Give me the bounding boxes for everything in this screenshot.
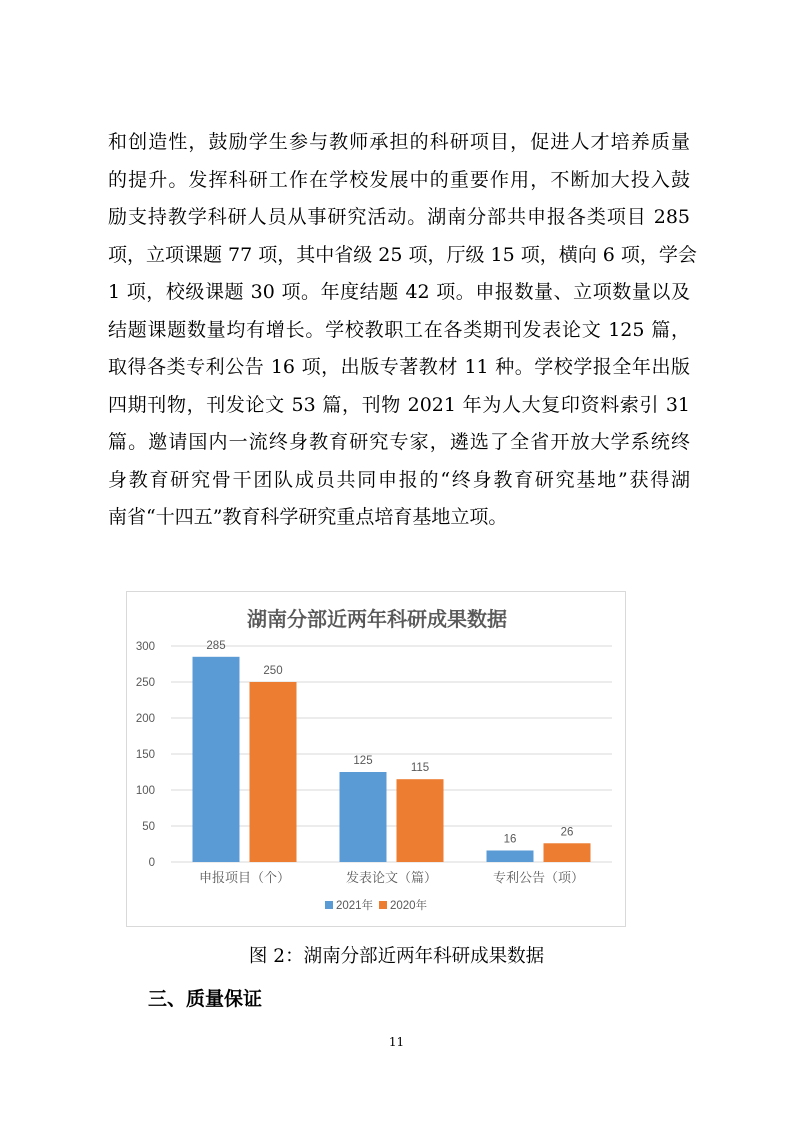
data-label: 285 <box>206 639 226 652</box>
paragraph-line: 篇。邀请国内一流终身教育研究专家，遴选了全省开放大学系统终 <box>108 431 690 453</box>
bar <box>397 779 444 862</box>
y-tick-label: 50 <box>142 821 155 833</box>
paragraph-line: 身教育研究骨干团队成员共同申报的“终身教育研究基地”获得湖 <box>108 468 690 491</box>
bar <box>193 657 240 862</box>
y-tick-label: 300 <box>135 641 155 653</box>
bars <box>193 657 591 862</box>
paragraph-line: 四期刊物，刊发论文 53 篇，刊物 2021 年为人大复印资料索引 31 <box>108 393 690 416</box>
data-label: 250 <box>263 665 283 677</box>
legend-label: 2021年 <box>336 900 374 912</box>
paragraph-line: 励支持教学科研人员从事研究活动。湖南分部共申报各类项目 285 <box>108 206 690 228</box>
data-label: 26 <box>560 826 574 839</box>
paragraph-line: 1 项，校级课题 30 项。年度结题 42 项。申报数量、立项数量以及 <box>108 281 690 303</box>
y-tick-label: 100 <box>135 785 155 797</box>
x-tick-label: 专利公告（项） <box>492 870 585 885</box>
data-label: 16 <box>503 833 517 846</box>
bar-chart-canvas <box>127 592 627 928</box>
bar <box>487 850 534 862</box>
chart-title: 湖南分部近两年科研成果数据 <box>247 609 507 631</box>
y-tick-label: 200 <box>135 713 155 725</box>
bar <box>340 772 387 862</box>
x-axis-ticks <box>199 870 584 885</box>
paragraph-line: 取得各类专利公告 16 项，出版专著教材 11 种。学校学报全年出版 <box>108 356 690 378</box>
bar <box>250 682 297 862</box>
legend <box>325 898 428 912</box>
x-tick-label: 发表论文（篇） <box>345 870 438 885</box>
x-tick-label: 申报项目（个） <box>198 870 291 885</box>
paragraph-line: 和创造性，鼓励学生参与教师承担的科研项目，促进人才培养质量 <box>108 131 690 153</box>
bar-chart <box>126 591 626 927</box>
paragraph-line: 的提升。发挥科研工作在学校发展中的重要作用，不断加大投入鼓 <box>108 168 690 191</box>
figure-caption: 图 2：湖南分部近两年科研成果数据 <box>248 946 545 967</box>
page-number: 11 <box>388 1035 405 1049</box>
y-tick-label: 250 <box>135 677 155 689</box>
data-label: 115 <box>410 762 430 775</box>
data-label: 125 <box>353 755 373 767</box>
legend-swatch <box>379 901 387 909</box>
paragraph-line: 项，立项课题 77 项，其中省级 25 项，厅级 15 项，横向 6 项，学会 <box>108 243 697 266</box>
body-paragraph <box>108 124 697 537</box>
y-tick-label: 150 <box>135 749 155 761</box>
section-heading: 三、质量保证 <box>148 988 263 1010</box>
bar <box>544 843 591 862</box>
paragraph-line: 结题课题数量均有增长。学校教职工在各类期刊发表论文 125 篇， <box>108 318 690 341</box>
y-axis-ticks <box>136 641 155 869</box>
paragraph-line: 南省“十四五”教育科学研究重点培育基地立项。 <box>108 506 508 528</box>
y-tick-label: 0 <box>148 857 155 869</box>
legend-label: 2020年 <box>390 900 428 912</box>
legend-swatch <box>325 901 333 909</box>
